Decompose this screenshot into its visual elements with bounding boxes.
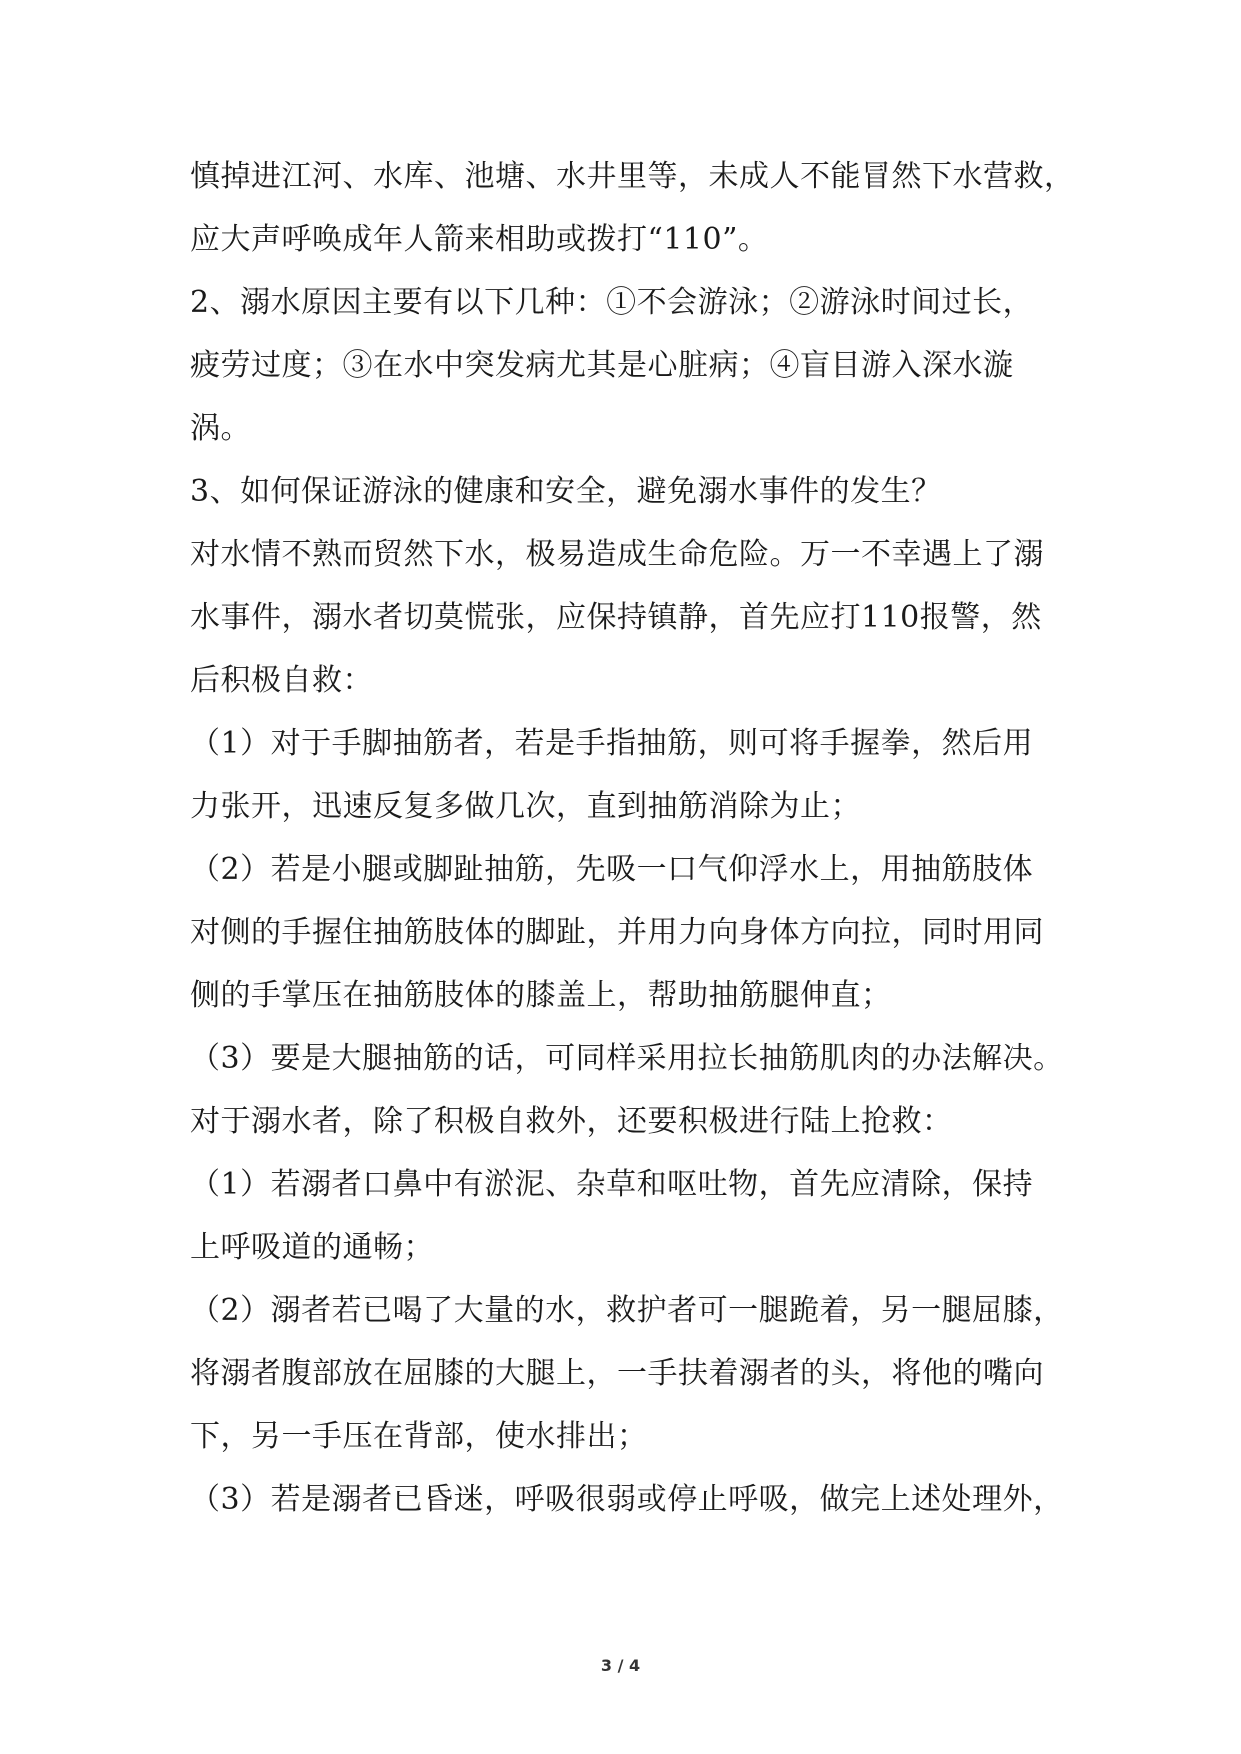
text-line: 对于溺水者，除了积极自救外，还要积极进行陆上抢救： — [190, 1104, 953, 1139]
text-line: 对水情不熟而贸然下水，极易造成生命危险。万一不幸遇上了溺 — [190, 537, 1044, 572]
text-line: （2）溺者若已喝了大量的水，救护者可一腿跪着，另一腿屈膝， — [190, 1293, 1064, 1328]
text-line: （3）要是大腿抽筋的话，可同样采用拉长抽筋肌肉的办法解决。 — [190, 1041, 1064, 1076]
text-line: 下，另一手压在背部，使水排出； — [190, 1419, 648, 1454]
text-line: 将溺者腹部放在屈膝的大腿上，一手扶着溺者的头，将他的嘴向 — [190, 1356, 1044, 1391]
text-line: 应大声呼唤成年人箭来相助或拨打“110”。 — [190, 222, 769, 257]
text-line: 水事件，溺水者切莫慌张，应保持镇静，首先应打110报警，然 — [190, 600, 1042, 635]
text-line: （2）若是小腿或脚趾抽筋，先吸一口气仰浮水上，用抽筋肢体 — [190, 852, 1034, 887]
text-line: 3、如何保证游泳的健康和安全，避免溺水事件的发生？ — [190, 474, 942, 509]
text-line: 2、溺水原因主要有以下几种：①不会游泳；②游泳时间过长， — [190, 285, 1034, 320]
text-line: 疲劳过度；③在水中突发病尤其是心脏病；④盲目游入深水漩 — [190, 348, 1014, 383]
text-line: 慎掉进江河、水库、池塘、水井里等，未成人不能冒然下水营救， — [190, 159, 1075, 194]
page-number: 3 / 4 — [600, 1656, 641, 1675]
text-line: 后积极自救： — [190, 663, 373, 698]
text-line: 力张开，迅速反复多做几次，直到抽筋消除为止； — [190, 789, 861, 824]
text-line: （1）对于手脚抽筋者，若是手指抽筋，则可将手握拳，然后用 — [190, 726, 1034, 761]
text-line: 对侧的手握住抽筋肢体的脚趾，并用力向身体方向拉，同时用同 — [190, 915, 1044, 950]
text-line: 涡。 — [190, 411, 251, 446]
text-line: 上呼吸道的通畅； — [190, 1230, 434, 1265]
text-line: （1）若溺者口鼻中有淤泥、杂草和呕吐物，首先应清除，保持 — [190, 1167, 1034, 1202]
text-line: 侧的手掌压在抽筋肢体的膝盖上，帮助抽筋腿伸直； — [190, 978, 892, 1013]
text-line: （3）若是溺者已昏迷，呼吸很弱或停止呼吸，做完上述处理外， — [190, 1482, 1064, 1517]
